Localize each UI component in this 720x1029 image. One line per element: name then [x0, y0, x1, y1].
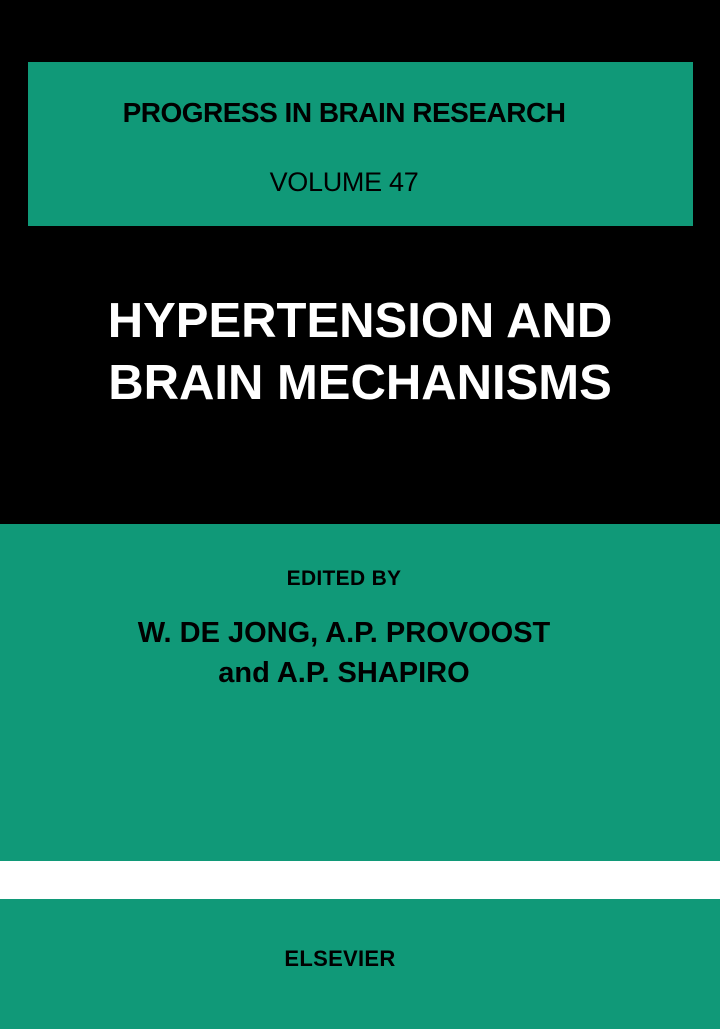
series-box — [28, 62, 693, 226]
book-title-line-1: HYPERTENSION AND — [107, 294, 613, 348]
editors-line-1: W. DE JONG, A.P. PROVOOST — [137, 617, 551, 649]
editors-line-2: and A.P. SHAPIRO — [218, 657, 470, 689]
editors — [0, 613, 688, 693]
publisher-name: ELSEVIER — [284, 946, 396, 971]
book-title-line-2: BRAIN MECHANISMS — [108, 356, 612, 410]
volume-number: VOLUME 47 — [269, 167, 419, 197]
series-title: PROGRESS IN BRAIN RESEARCH — [122, 97, 566, 128]
white-stripe — [0, 861, 720, 899]
book-title — [0, 290, 720, 414]
edited-by-label: EDITED BY — [286, 567, 402, 590]
